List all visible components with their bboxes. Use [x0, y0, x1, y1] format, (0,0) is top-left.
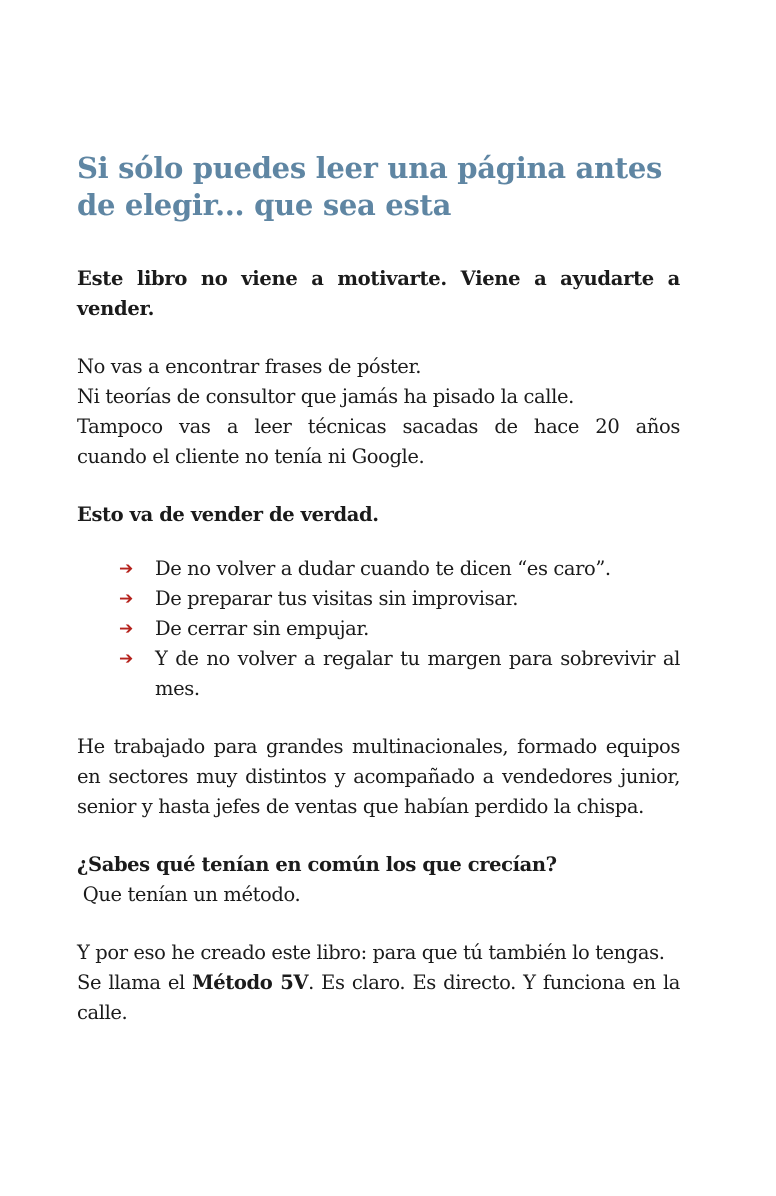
list-item — [77, 584, 680, 614]
section-subheading: Esto va de vender de verdad. — [77, 503, 379, 526]
intro-line: No vas a encontrar frases de póster. — [77, 355, 422, 378]
intro-line: Ni teorías de consultor que jamás ha pisado la calle. — [77, 385, 574, 408]
list-item — [77, 644, 680, 704]
list-item-text: De no volver a dudar cuando te dicen “es caro”. — [155, 557, 611, 580]
right-arrow-icon: ➔ — [119, 559, 133, 579]
question-block — [77, 850, 680, 910]
right-arrow-icon: ➔ — [119, 589, 133, 609]
closing-suffix: . Es claro. Es directo. Y funciona en la calle. — [77, 971, 681, 1024]
method-name: Método 5V — [192, 971, 309, 994]
lead-statement: Este libro no viene a motivarte. Viene a ayudarte a vender. — [77, 267, 680, 320]
list-item — [77, 554, 680, 584]
answer-text: Que tenían un método. — [77, 883, 301, 906]
closing-line: Y por eso he creado este libro: para que tú también lo tengas. — [77, 941, 665, 964]
list-item-text: De preparar tus visitas sin improvisar. — [155, 587, 518, 610]
page-title: Si sólo puedes leer una página antes de elegir... que sea esta — [77, 151, 663, 222]
closing-paragraph — [77, 938, 680, 1028]
intro-line: Tampoco vas a leer técnicas sacadas de hace 20 años — [77, 415, 680, 438]
intro-paragraph — [77, 352, 680, 472]
list-item-text: Y de no volver a regalar tu margen para sobrevivir al mes. — [155, 647, 680, 700]
right-arrow-icon: ➔ — [119, 649, 133, 669]
intro-line: cuando el cliente no tenía ni Google. — [77, 445, 425, 468]
list-item-text: De cerrar sin empujar. — [155, 617, 369, 640]
page-content — [77, 150, 680, 1028]
bullet-list — [77, 554, 680, 704]
question-text: ¿Sabes qué tenían en común los que crecían? — [77, 853, 557, 876]
list-item — [77, 614, 680, 644]
right-arrow-icon: ➔ — [119, 619, 133, 639]
experience-paragraph: He trabajado para grandes multinacionales, formado equipos en sectores muy distintos y acompañado a vendedores junior, senior y hasta jefes de ventas que habían perdido la chispa. — [77, 735, 680, 818]
closing-line-method — [77, 968, 680, 1028]
closing-prefix: Se llama el — [77, 971, 193, 994]
